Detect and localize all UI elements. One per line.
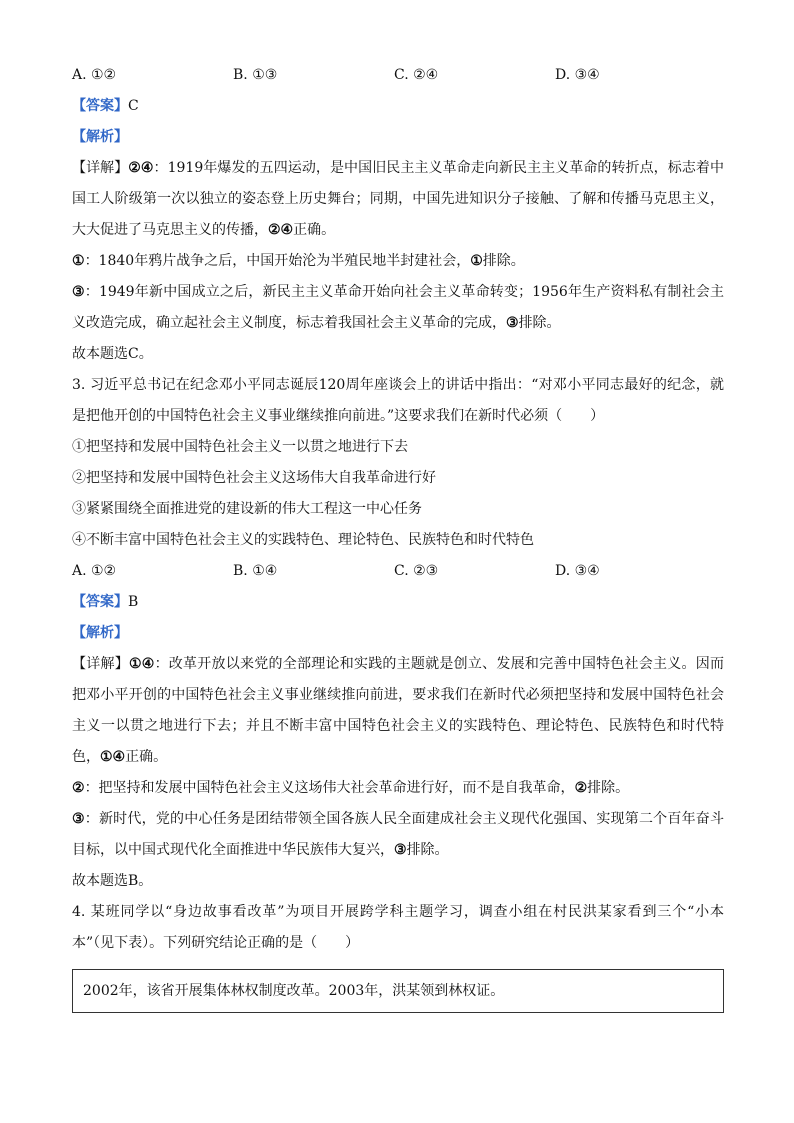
q2-options: [72, 60, 724, 91]
option-a: A. ①②: [72, 67, 117, 83]
q3-answer: [72, 587, 724, 618]
option-d: D. ③④: [555, 67, 600, 83]
q2-exclude-1: ①：1840年鸦片战争之后，中国开始沦为半殖民地半封建社会，①排除。: [72, 253, 525, 269]
q3-options: [72, 556, 724, 587]
q3-stem: 3. 习近平总书记在纪念邓小平同志诞辰120周年座谈会上的讲话中指出：“对邓小平同志最好的纪念，就是把他开创的中国特色社会主义事业继续推向前进。”这要求我们在新时代必须（ ）: [72, 377, 724, 424]
q4-table-row: 2002年，该省开展集体林权制度改革。2003年，洪某领到林权证。: [72, 969, 724, 1013]
q3-item-1: ①把坚持和发展中国特色社会主义一以贯之地进行下去: [72, 439, 408, 455]
q2-analysis-tag: 【解析】: [72, 129, 128, 145]
q3-detail: 【详解】①④：改革开放以来党的全部理论和实践的主题就是创立、发展和完善中国特色社会主义。因而把邓小平开创的中国特色社会主义事业继续推向前进，要求我们在新时代必须把坚持和发展中国特色社会主义一以贯之地进行下去；并且不断丰富中国特色社会主义的实践特色、理论特色、民族特色和时代特色，①④正确。: [72, 656, 724, 765]
q2-exclude-2: ③：1949年新中国成立之后，新民主主义革命开始向社会主义革命转变；1956年生产资料私有制社会主义改造完成，确立起社会主义制度，标志着我国社会主义革命的完成，③排除。: [72, 284, 724, 331]
option-c: C. ②④: [394, 67, 439, 83]
q2-detail: 【详解】②④：1919年爆发的五四运动，是中国旧民主主义革命走向新民主主义革命的转折点，标志着中国工人阶级第一次以独立的姿态登上历史舞台；同期，中国先进知识分子接触、了解和传播马克思主义，大大促进了马克思主义的传播，②④正确。: [72, 160, 724, 238]
q2-conclusion: 故本题选C。: [72, 346, 153, 362]
q3-analysis-tag: 【解析】: [72, 625, 128, 641]
q3-exclude-1: ②：把坚持和发展中国特色社会主义这场伟大社会革命进行好，而不是自我革命，②排除。: [72, 780, 630, 796]
answer-value: B: [128, 594, 139, 610]
option-d: D. ③④: [555, 563, 600, 579]
answer-tag: 【答案】: [72, 98, 128, 114]
answer-tag: 【答案】: [72, 594, 128, 610]
q3-exclude-2: ③：新时代，党的中心任务是团结带领全国各族人民全面建成社会主义现代化强国、实现第二个百年奋斗目标，以中国式现代化全面推进中华民族伟大复兴，③排除。: [72, 811, 724, 858]
q2-answer: [72, 91, 724, 122]
q3-item-4: ④不断丰富中国特色社会主义的实践特色、理论特色、民族特色和时代特色: [72, 532, 534, 548]
q4-stem: 4. 某班同学以“身边故事看改革”为项目开展跨学科主题学习，调查小组在村民洪某家看到三个“小本本”（见下表）。下列研究结论正确的是（ ）: [72, 904, 724, 951]
option-b: B. ①③: [233, 67, 278, 83]
q3-item-2: ②把坚持和发展中国特色社会主义这场伟大自我革命进行好: [72, 470, 436, 486]
option-a: A. ①②: [72, 563, 117, 579]
option-c: C. ②③: [394, 563, 439, 579]
q3-conclusion: 故本题选B。: [72, 873, 153, 889]
answer-value: C: [128, 98, 139, 114]
q3-item-3: ③紧紧围绕全面推进党的建设新的伟大工程这一中心任务: [72, 501, 422, 517]
option-b: B. ①④: [233, 563, 278, 579]
document-page: [72, 60, 724, 1013]
